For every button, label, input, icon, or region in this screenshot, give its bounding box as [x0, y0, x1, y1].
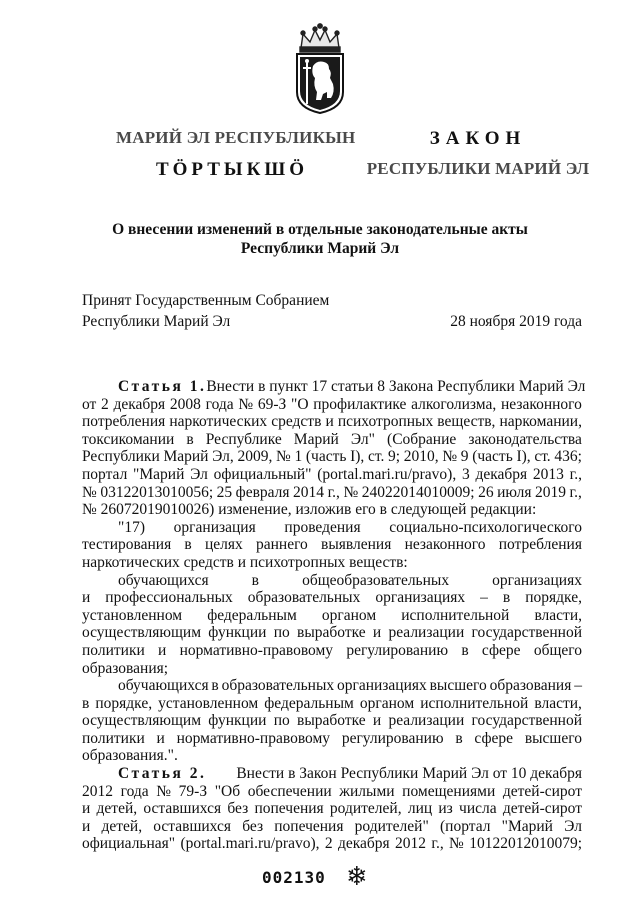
law-body — [82, 378, 586, 853]
word: портал — [82, 465, 128, 483]
text-span — [82, 730, 582, 748]
word: I), — [516, 448, 531, 466]
word: общего — [533, 641, 582, 659]
text-line — [82, 695, 582, 713]
text-span — [82, 466, 582, 484]
word: 03122013010056; — [100, 483, 214, 501]
word: социально-психологического — [389, 518, 582, 536]
word: без — [227, 800, 249, 818]
word: образовательных — [221, 677, 335, 695]
word: и — [82, 589, 91, 607]
header-law-word: ЗАКОН — [429, 128, 527, 149]
word: № — [442, 448, 458, 466]
word: (портал — [439, 817, 491, 835]
text-line — [82, 818, 582, 836]
word: порядке, — [95, 694, 153, 712]
word: и — [372, 624, 382, 642]
word: в — [186, 430, 194, 448]
text-line — [82, 431, 582, 449]
word: Республики — [82, 448, 160, 466]
word: (portal.mari.ru/pravo), — [180, 835, 320, 853]
word: № — [343, 483, 359, 501]
text-line — [82, 642, 582, 660]
word: – — [480, 589, 488, 607]
word: помещениями — [402, 782, 496, 800]
word: № — [82, 483, 97, 501]
word: (Собрание — [387, 430, 457, 448]
text-span — [82, 431, 582, 449]
text-line — [82, 677, 582, 695]
text-span — [82, 800, 582, 818]
word: "Об — [214, 782, 241, 800]
word: декабря — [475, 465, 528, 483]
word: 2013 — [532, 465, 564, 483]
word: осуществляющим — [82, 624, 202, 642]
word: нормативно-правовому — [179, 641, 334, 659]
text-span — [82, 818, 582, 836]
word: № — [156, 782, 172, 800]
word: по — [273, 712, 290, 730]
adoption-date: 28 ноября 2019 года — [450, 313, 582, 330]
text-line — [82, 413, 582, 431]
word: функции — [208, 624, 267, 642]
word: лиц — [407, 800, 433, 818]
text-line — [82, 783, 582, 801]
text-line — [82, 800, 582, 818]
word: Республике — [205, 430, 282, 448]
word: без — [242, 817, 264, 835]
article-1-heading-line — [82, 378, 586, 396]
text-line — [82, 554, 582, 572]
word: "О — [291, 395, 309, 413]
text-span — [118, 572, 582, 590]
word: и — [158, 641, 167, 659]
word: № — [275, 448, 291, 466]
word: организациях — [492, 571, 582, 589]
text-line — [82, 660, 582, 678]
word: регулированию — [346, 641, 449, 659]
text-line — [82, 730, 582, 748]
header-republic-name: РЕСПУБЛИКИ МАРИЙ ЭЛ — [366, 159, 590, 178]
word: и — [372, 712, 382, 730]
word: сфере — [474, 729, 514, 747]
text-line — [82, 747, 582, 765]
text-line: Внести в пункт 17 статьи 8 Закона Республики Марий Эл — [206, 378, 586, 395]
word: "Марий — [501, 817, 553, 835]
word: и — [82, 800, 91, 818]
word: выработке — [297, 712, 366, 730]
article-2-heading-line — [82, 765, 582, 783]
word: незаконного — [500, 395, 582, 413]
word: 10122012010079; — [469, 835, 582, 853]
text-line — [82, 624, 582, 642]
word: (часть — [305, 448, 347, 466]
word: организациях — [375, 589, 466, 607]
word: жилыми — [339, 782, 395, 800]
word: 436; — [554, 448, 582, 466]
text-span — [118, 519, 582, 537]
word: исполнительной — [420, 694, 529, 712]
word: официальный" — [213, 465, 312, 483]
word: раннего — [255, 536, 308, 554]
word: в — [184, 536, 192, 554]
text-span — [82, 695, 582, 713]
word: попечения — [254, 800, 324, 818]
text-line — [82, 589, 582, 607]
header-republic-name-mari: МАРИЙ ЭЛ РЕСПУБЛИКЫН — [116, 128, 356, 147]
word: 2 — [324, 835, 333, 853]
word: 2012 — [395, 835, 426, 853]
document-footer — [262, 862, 382, 892]
word: потребления — [82, 413, 166, 431]
word: общеобразовательных — [302, 571, 450, 589]
text-span — [82, 607, 582, 625]
word: политики — [82, 729, 145, 747]
word: профессиональных — [105, 589, 233, 607]
word: г., — [569, 465, 582, 483]
word: Марий — [293, 430, 339, 448]
word: алкоголизма, — [411, 395, 497, 413]
adoption-block — [82, 290, 582, 332]
word: Эл — [564, 817, 582, 835]
adopted-by-line: Республики Марий Эл — [82, 313, 231, 330]
word: наркотических — [169, 413, 268, 431]
word: токсикомании — [82, 430, 175, 448]
word: осуществляющим — [82, 712, 202, 730]
text-span — [82, 413, 582, 431]
word: нормативно-правовому — [176, 729, 331, 747]
word: целях — [204, 536, 243, 554]
word: высшего — [429, 677, 487, 695]
word: сфере — [481, 641, 521, 659]
word: высшего — [524, 729, 582, 747]
word: г., — [327, 483, 340, 501]
document-title — [90, 220, 550, 258]
word: (часть — [472, 448, 513, 466]
word: г., — [569, 483, 582, 501]
word: оставшихся — [153, 817, 231, 835]
text-span — [82, 448, 582, 466]
coat-of-arms-bear-icon — [291, 22, 349, 114]
word: тестирования — [82, 536, 172, 554]
word: потребления — [498, 536, 582, 554]
text-span — [82, 642, 582, 660]
word: в — [251, 571, 259, 589]
text-span — [82, 712, 582, 730]
word: веществ, — [437, 413, 496, 431]
word: Марий — [163, 448, 209, 466]
word: психотропных — [337, 413, 434, 431]
word: ст. — [367, 448, 385, 466]
word: ст. — [534, 448, 551, 466]
text-span — [82, 783, 582, 801]
text-span — [82, 396, 582, 414]
text-span: образования.". — [82, 747, 178, 765]
text-line: Внести в Закон Республики Марий Эл от 10 декабря — [236, 765, 582, 783]
word: декабря — [337, 835, 390, 853]
word: наркомании, — [499, 413, 582, 431]
text-span — [118, 677, 582, 695]
text-span — [82, 835, 582, 853]
word: реализации — [388, 624, 465, 642]
serial-number: 002130 — [262, 868, 326, 887]
header-law-word-mari: ТÖРТЫКШÖ — [155, 159, 309, 180]
word: 25 — [216, 483, 233, 501]
word: Эл" — [350, 430, 375, 448]
word: от — [82, 395, 97, 413]
word: (portal.mari.ru/pravo), — [317, 465, 457, 483]
word: декабря — [113, 395, 166, 413]
word: регулированию — [341, 729, 444, 747]
word: – — [574, 677, 582, 695]
text-span: образования; — [82, 659, 169, 677]
word: 2 — [101, 395, 109, 413]
word: органом — [359, 694, 415, 712]
word: 2019 — [534, 483, 566, 501]
word: профилактике — [313, 395, 407, 413]
word: Эл, — [212, 448, 234, 466]
word: обеспечении — [247, 782, 332, 800]
title-line: Республики Марий Эл — [240, 240, 400, 257]
title-line: О внесении изменений в отдельные законодательные акты — [112, 221, 528, 238]
text-span: наркотических средств и психотропных веществ: — [82, 553, 408, 571]
word: в — [502, 589, 511, 607]
text-span — [82, 484, 582, 502]
word: законодательства — [468, 430, 582, 448]
word: "17) — [118, 518, 145, 536]
word: государственной — [471, 624, 582, 642]
word: Эл — [190, 465, 208, 483]
word: в — [82, 694, 90, 712]
word: 2008 — [169, 395, 201, 413]
text-line — [82, 607, 582, 625]
word: июля — [497, 483, 532, 501]
word: 3 — [461, 465, 470, 483]
word: образовательных — [247, 589, 361, 607]
word: проведения — [284, 518, 361, 536]
word: средств — [271, 413, 322, 431]
word: числа — [459, 800, 497, 818]
text-line — [82, 448, 582, 466]
text-line — [82, 712, 582, 730]
word: 9 — [460, 448, 469, 466]
text-line — [82, 484, 582, 502]
word: детей-сирот — [502, 800, 582, 818]
word: организациях — [336, 677, 427, 695]
text-span: № 26072019010026) изменение, изложив его в следующей редакции: — [82, 501, 537, 519]
word: реализации — [388, 712, 465, 730]
word: установленном — [158, 694, 259, 712]
word: установленном — [82, 606, 183, 624]
word: родителей, — [329, 800, 402, 818]
snowflake-mark-icon: ❄ — [346, 862, 368, 892]
word: в — [211, 677, 219, 695]
text-line — [82, 536, 582, 554]
word: в — [461, 641, 469, 659]
text-line — [82, 396, 582, 414]
word: организация — [173, 518, 256, 536]
word: I), — [350, 448, 365, 466]
word: года — [120, 782, 149, 800]
word: 2012 — [82, 782, 113, 800]
word: 9; — [388, 448, 401, 466]
word: обучающихся — [118, 571, 209, 589]
word: детей-сирот — [502, 782, 582, 800]
article-1-label: Статья 1. — [118, 378, 207, 395]
word: выработке — [297, 624, 366, 642]
text-line — [82, 501, 582, 519]
text-span — [82, 589, 582, 607]
word: 1 — [294, 448, 303, 466]
word: порядке, — [525, 589, 582, 607]
word: федеральным — [264, 694, 354, 712]
text-line — [82, 519, 582, 537]
word: и — [82, 817, 91, 835]
word: образования — [489, 677, 572, 695]
word: по — [273, 624, 290, 642]
word: власти, — [534, 694, 582, 712]
text-span — [82, 624, 582, 642]
word: № — [238, 395, 254, 413]
word: "Марий — [133, 465, 185, 483]
word: незаконного — [404, 536, 486, 554]
article-2-label: Статья 2. — [118, 765, 207, 783]
word: и — [325, 413, 334, 431]
word: функции — [208, 712, 267, 730]
text-line — [82, 835, 582, 853]
word: детей, — [96, 800, 138, 818]
word: исполнительной — [401, 606, 510, 624]
text-span — [82, 536, 582, 554]
word: власти, — [534, 606, 582, 624]
word: № — [449, 835, 464, 853]
word: года — [205, 395, 234, 413]
word: политики — [82, 641, 145, 659]
word: 2014 — [293, 483, 325, 501]
word: и — [156, 729, 165, 747]
word: г., — [431, 835, 444, 853]
word: официальная" — [82, 835, 176, 853]
adopted-by-line: Принят Государственным Собранием — [82, 292, 330, 309]
word: февраля — [235, 483, 290, 501]
word: оставшихся — [143, 800, 222, 818]
word: 79-З — [178, 782, 208, 800]
word: 24022014010009; — [361, 483, 475, 501]
word: родителей" — [354, 817, 429, 835]
word: 2010, — [403, 448, 439, 466]
word: в — [455, 729, 463, 747]
word: органом — [321, 606, 377, 624]
word: государственной — [471, 712, 582, 730]
word: обучающихся — [118, 677, 209, 695]
word: 26 — [478, 483, 494, 501]
text-line — [82, 572, 582, 590]
word: 69-З — [257, 395, 287, 413]
word: федеральным — [207, 606, 297, 624]
word: детей, — [101, 817, 143, 835]
text-line — [82, 466, 582, 484]
word: попечения — [274, 817, 344, 835]
word: 2009, — [237, 448, 273, 466]
word: выявления — [321, 536, 392, 554]
word: из — [438, 800, 453, 818]
